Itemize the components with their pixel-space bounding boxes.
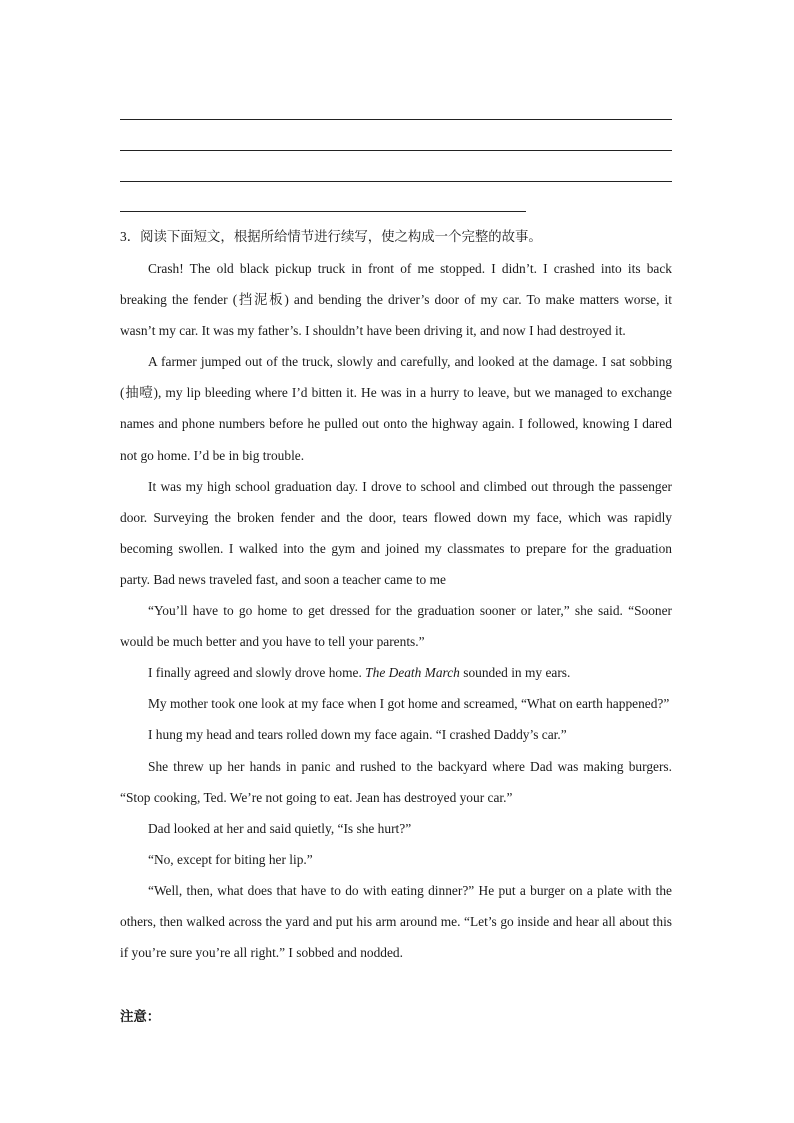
note-label: 注意： — [120, 1009, 161, 1024]
story-paragraph: Crash! The old black pickup truck in front of me stopped. I didn’t. I crashed into its back breaking the fender (挡泥板) and bending the driver’s door of my car. To make matters worse, it wasn’t my car. It was my father’s. I shouldn’t have been driving it, and now I had destroyed it. — [120, 261, 672, 339]
answer-line-3 — [120, 181, 672, 182]
story-text — [120, 253, 672, 968]
story-text-segment: sounded in my ears. — [459, 665, 571, 681]
song-title: The Death March — [365, 665, 460, 681]
story-paragraph: “You’ll have to go home to get dressed for the graduation sooner or later,” she said. “Sooner would be much better and you have to tell your parents.” — [120, 603, 672, 650]
story-paragraph: “No, except for biting her lip.” — [148, 851, 313, 867]
story-paragraph — [120, 657, 672, 688]
story-paragraph: “Well, then, what does that have to do with eating dinner?” He put a burger on a plate with the others, then walked across the yard and put his arm around me. “Let’s go inside and hear all about this if you’re sure you’re all right.” I sobbed and nodded. — [120, 882, 672, 961]
story-paragraph: A farmer jumped out of the truck, slowly and carefully, and looked at the damage. I sat sobbing (抽噎), my lip bleeding where I’d bitten it. He was in a hurry to leave, but we managed to exchange names and phone numbers before he pulled out onto the highway again. I followed, knowing I dared not go home. I’d be in big trouble. — [120, 354, 672, 463]
answer-line-4 — [120, 211, 526, 212]
answer-line-2 — [120, 150, 672, 151]
question-number: 3． — [120, 229, 141, 244]
document-page — [120, 0, 672, 1123]
question-instruction: 阅读下面短文，根据所给情节进行续写，使之构成一个完整的故事。 — [140, 229, 542, 244]
story-paragraph: It was my high school graduation day. I drove to school and climbed out through the passenger door. Surveying the broken fender and the door, tears flowed down my face, which was rapidly becoming swollen. I walked into the gym and joined my classmates to prepare for the graduation party. Bad news traveled fast, and soon a teacher came to me — [120, 478, 672, 587]
story-paragraph: My mother took one look at my face when I got home and screamed, “What on earth happened?” — [148, 696, 670, 712]
question-heading — [120, 228, 672, 246]
story-paragraph: She threw up her hands in panic and rushed to the backyard where Dad was making burgers. “Stop cooking, Ted. We’re not going to eat. Jean has destroyed your car.” — [120, 758, 672, 805]
story-text-segment: I finally agreed and slowly drove home. — [148, 665, 366, 681]
story-paragraph: Dad looked at her and said quietly, “Is she hurt?” — [148, 820, 412, 836]
story-paragraph: I hung my head and tears rolled down my face again. “I crashed Daddy’s car.” — [148, 727, 567, 743]
answer-line-1 — [120, 119, 672, 120]
